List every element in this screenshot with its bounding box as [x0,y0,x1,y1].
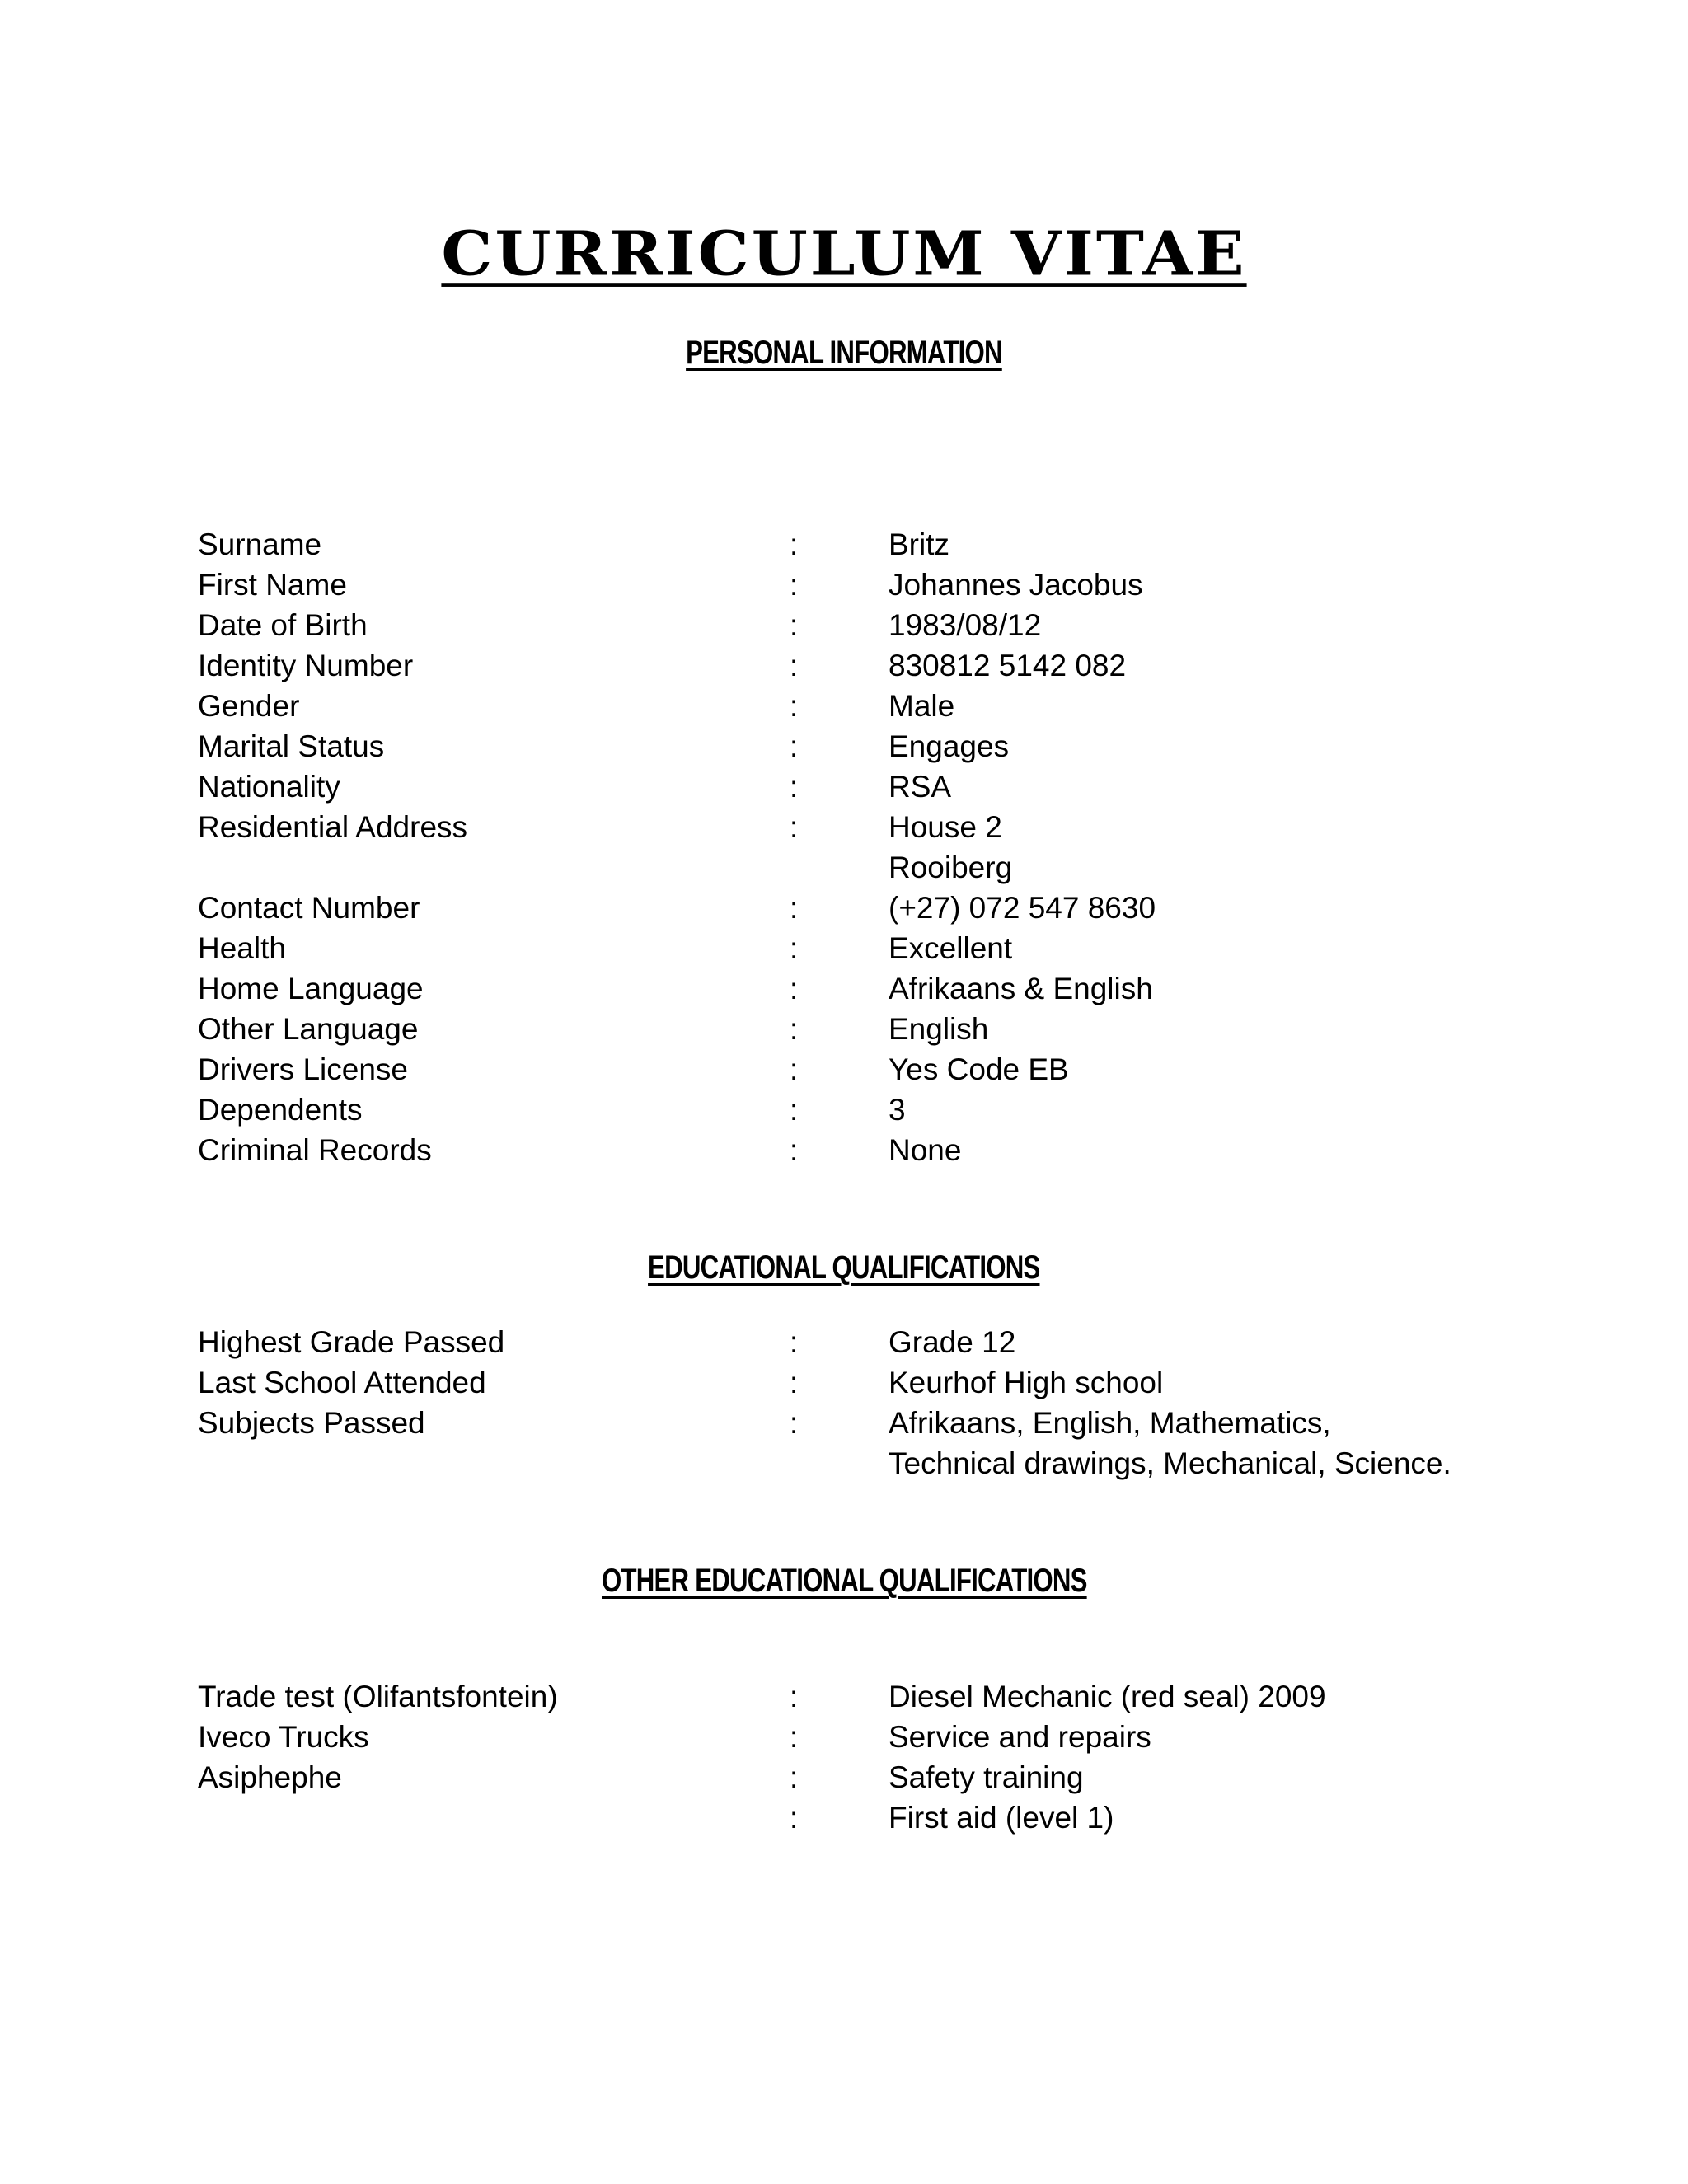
row-value: Afrikaans & English [889,972,1153,1005]
educational-qualifications-heading-text: EDUCATIONAL QUALIFICATIONS [648,1249,1040,1286]
row-value: 1983/08/12 [889,608,1042,642]
info-row [0,524,1688,565]
row-separator: : [790,527,799,561]
row-value: Technical drawings, Mechanical, Science. [889,1446,1451,1480]
info-row [0,686,1688,726]
row-label: Home Language [198,972,424,1005]
info-row [0,726,1688,766]
row-label: Other Language [198,1012,419,1046]
row-separator: : [790,568,799,602]
row-separator: : [790,689,799,723]
info-row [0,928,1688,968]
row-value: None [889,1133,962,1167]
row-value: 3 [889,1093,906,1127]
info-row [0,1797,1688,1838]
row-label: Health [198,931,286,965]
row-label: Drivers License [198,1052,408,1086]
educational-qualifications-list [0,1322,1688,1483]
row-label: Gender [198,689,300,723]
row-separator: : [790,972,799,1005]
row-label: Highest Grade Passed [198,1325,505,1359]
other-educational-qualifications-heading [0,1564,1688,1597]
row-label: Surname [198,527,322,561]
row-value: House 2 [889,810,1002,844]
row-label: Nationality [198,770,340,804]
info-row [0,1322,1688,1362]
row-separator: : [790,1012,799,1046]
row-label: Contact Number [198,891,420,925]
row-separator: : [790,931,799,965]
row-value: Afrikaans, English, Mathematics, [889,1406,1331,1440]
row-value: Johannes Jacobus [889,568,1143,602]
row-separator: : [790,608,799,642]
row-value: English [889,1012,989,1046]
row-value: Britz [889,527,950,561]
row-value: Excellent [889,931,1013,965]
row-value: Grade 12 [889,1325,1016,1359]
other-educational-qualifications-heading-text: OTHER EDUCATIONAL QUALIFICATIONS [601,1563,1087,1599]
row-label: Asiphephe [198,1760,342,1794]
info-row [0,1362,1688,1403]
row-value: RSA [889,770,952,804]
info-row [0,1049,1688,1090]
row-value: (+27) 072 547 8630 [889,891,1156,925]
row-label: First Name [198,568,347,602]
document-title [0,218,1688,290]
row-value: Keurhof High school [889,1366,1164,1399]
info-row [0,1130,1688,1170]
info-row [0,1757,1688,1797]
info-row [0,1676,1688,1717]
row-separator: : [790,810,799,844]
row-label: Date of Birth [198,608,368,642]
row-label: Residential Address [198,810,468,844]
row-label: Trade test (Olifantsfontein) [198,1680,558,1713]
row-separator: : [790,1801,799,1835]
row-separator: : [790,770,799,804]
info-row [0,1403,1688,1443]
info-row [0,888,1688,928]
info-row [0,565,1688,605]
row-separator: : [790,1133,799,1167]
row-separator: : [790,1052,799,1086]
info-row [0,645,1688,686]
row-label: Criminal Records [198,1133,432,1167]
row-label: Last School Attended [198,1366,486,1399]
info-row [0,1717,1688,1757]
row-separator: : [790,1325,799,1359]
document-title-text: CURRICULUM VITAE [441,218,1247,290]
row-label: Identity Number [198,649,414,682]
row-value: First aid (level 1) [889,1801,1114,1835]
row-label: Iveco Trucks [198,1720,369,1754]
info-row [0,968,1688,1009]
row-separator: : [790,1406,799,1440]
row-value: Diesel Mechanic (red seal) 2009 [889,1680,1326,1713]
row-separator: : [790,1093,799,1127]
educational-qualifications-heading [0,1251,1688,1284]
personal-information-heading-text: PERSONAL INFORMATION [686,335,1002,371]
row-separator: : [790,649,799,682]
info-row [0,1009,1688,1049]
info-row [0,1090,1688,1130]
personal-information-heading [0,336,1688,369]
row-value: Rooiberg [889,851,1013,884]
info-row [0,766,1688,807]
row-separator: : [790,1760,799,1794]
row-value: Male [889,689,955,723]
row-label: Subjects Passed [198,1406,425,1440]
row-label: Marital Status [198,729,385,763]
row-separator: : [790,891,799,925]
row-value: Yes Code EB [889,1052,1069,1086]
other-educational-qualifications-list [0,1676,1688,1838]
row-value: Service and repairs [889,1720,1151,1754]
row-value: Safety training [889,1760,1084,1794]
row-separator: : [790,1720,799,1754]
info-row [0,1443,1688,1483]
row-separator: : [790,1680,799,1713]
row-value: 830812 5142 082 [889,649,1127,682]
row-separator: : [790,1366,799,1399]
row-separator: : [790,729,799,763]
row-value: Engages [889,729,1010,763]
info-row [0,847,1688,888]
info-row [0,807,1688,847]
info-row [0,605,1688,645]
row-label: Dependents [198,1093,363,1127]
personal-information-list [0,524,1688,1170]
